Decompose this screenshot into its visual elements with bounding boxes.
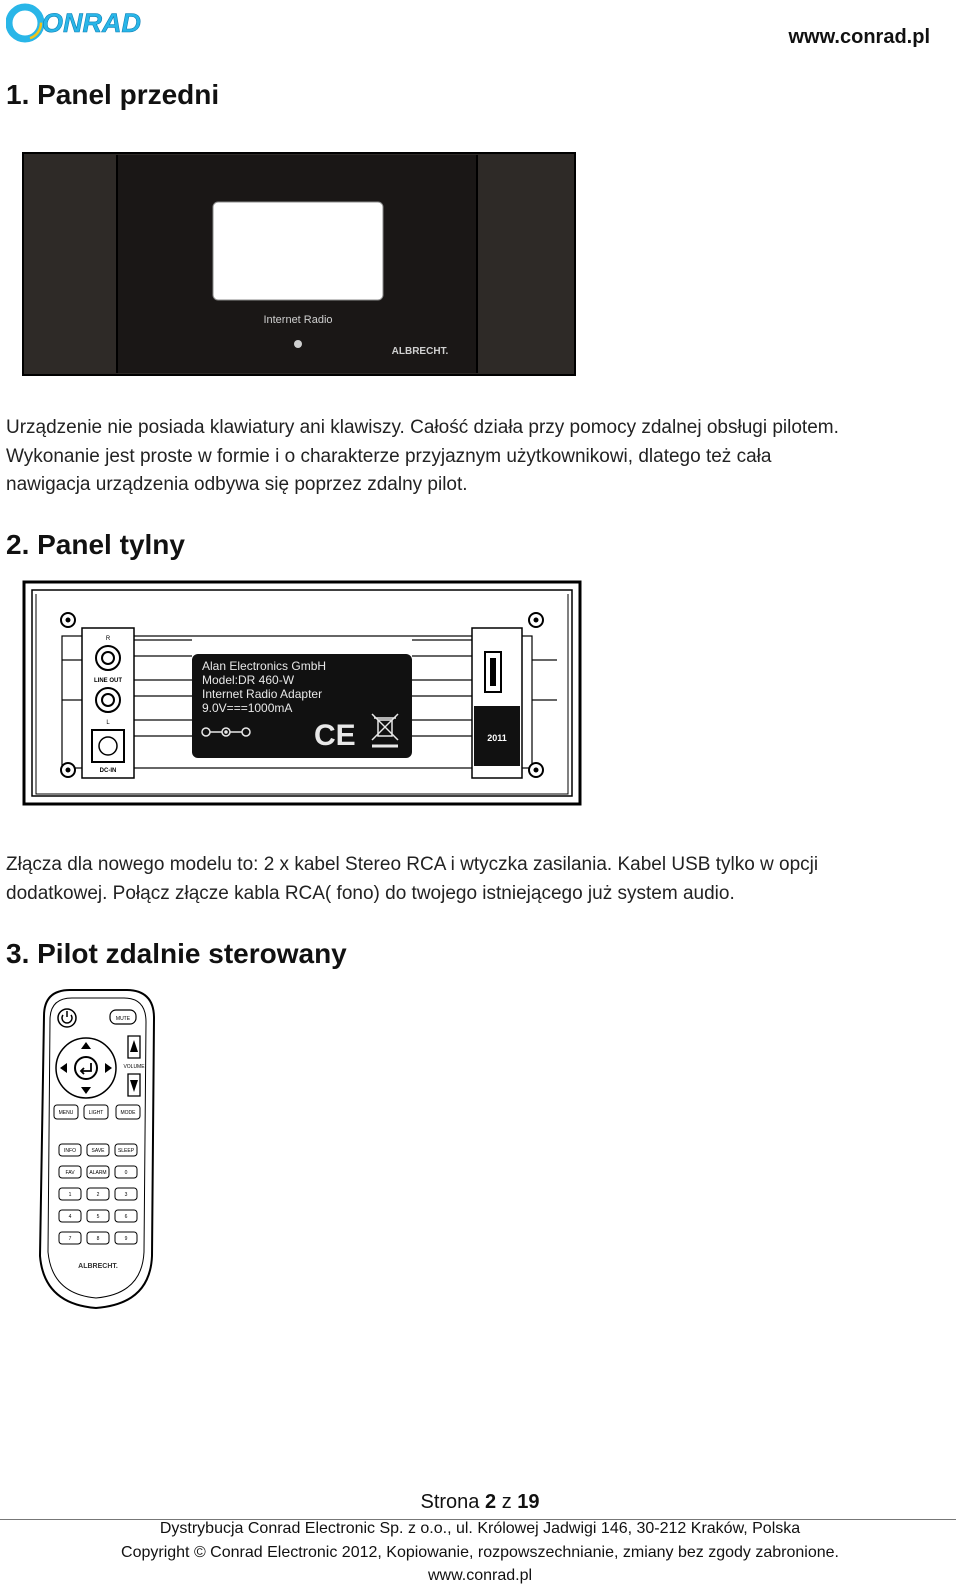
- page-separator: z: [501, 1491, 512, 1513]
- date-stamp-year: 2011: [487, 733, 507, 743]
- mute-button-label: MUTE: [115, 1016, 131, 1022]
- back-panel-description: [6, 851, 926, 908]
- rca-jack-left: [96, 688, 120, 712]
- site-url: www.conrad.pl: [788, 26, 930, 48]
- remote-button-label: 5: [96, 1214, 100, 1220]
- conrad-logo: [6, 2, 162, 44]
- page-total: 19: [517, 1491, 540, 1513]
- remote-button-label: 2: [96, 1192, 100, 1198]
- front-brand-label: ALBRECHT.: [391, 346, 449, 357]
- screen-label: Internet Radio: [263, 314, 333, 326]
- volume-label: VOLUME: [123, 1064, 145, 1070]
- remote-brand-label: ALBRECHT.: [78, 1263, 118, 1270]
- remote-button-label: 4: [68, 1214, 72, 1220]
- remote-button-label: 3: [124, 1192, 128, 1198]
- paragraph-line: Złącza dla nowego modelu to: 2 x kabel Stereo RCA i wtyczka zasilania. Kabel USB tylko w opcji: [6, 854, 819, 875]
- rca-jack-right: [96, 646, 120, 670]
- footer-url: www.conrad.pl: [427, 1567, 533, 1584]
- remote-button-label: 8: [96, 1236, 100, 1242]
- remote-button-label: LIGHT: [88, 1110, 104, 1116]
- remote-button-label: SLEEP: [117, 1148, 135, 1154]
- remote-button-label: 7: [68, 1236, 72, 1242]
- jack-label-dc-in: DC-IN: [99, 768, 117, 774]
- front-panel-illustration: [22, 152, 576, 376]
- svg-text:ONRAD: ONRAD: [42, 8, 141, 38]
- ir-sensor-icon: [294, 340, 302, 348]
- remote-button-label: 6: [124, 1214, 128, 1220]
- footer-address: Dystrybucja Conrad Electronic Sp. z o.o., ul. Królowej Jadwigi 146, 30-212 Kraków, Polska: [159, 1520, 801, 1537]
- display-screen: [213, 202, 383, 300]
- remote-button-label: 0: [124, 1170, 128, 1176]
- remote-button-label: MODE: [120, 1110, 136, 1116]
- section-heading-back-panel: 2. Panel tylny: [6, 529, 185, 560]
- rating-line: Alan Electronics GmbH: [202, 659, 327, 673]
- footer-copyright: Copyright © Conrad Electronic 2012, Kopiowanie, rozpowszechnianie, zmiany bez zgody zabronione.: [121, 1544, 839, 1561]
- jack-label-l: L: [106, 720, 110, 726]
- remote-button-label: FAV: [65, 1170, 75, 1176]
- remote-button-label: MENU: [58, 1110, 74, 1116]
- remote-button-label: INFO: [64, 1148, 76, 1154]
- paragraph-line: nawigacja urządzenia odbywa się poprzez zdalny pilot.: [6, 474, 468, 495]
- paragraph-line: Wykonanie jest proste w formie i o charakterze przyjaznym użytkownikowi, dlatego też cała: [6, 445, 772, 467]
- remote-button-label: 1: [68, 1192, 72, 1198]
- remote-button-label: 9: [124, 1236, 128, 1242]
- back-panel-illustration: [22, 580, 582, 806]
- ce-mark-icon: CE: [314, 719, 356, 752]
- rating-line: Internet Radio Adapter: [202, 687, 323, 701]
- front-panel-description: [6, 414, 926, 500]
- paragraph-line: dodatkowej. Połącz złącze kabla RCA( fono) do twojego istniejącego już system audio.: [6, 882, 735, 904]
- page-number: 2: [485, 1491, 497, 1513]
- jack-label-r: R: [105, 636, 111, 642]
- section-heading-remote: 3. Pilot zdalnie sterowany: [6, 938, 347, 969]
- paragraph-line: Urządzenie nie posiada klawiatury ani klawiszy. Całość działa przy pomocy zdalnej obsługi pilotem.: [6, 417, 839, 438]
- rating-line: Model:DR 460-W: [202, 673, 295, 687]
- page-prefix: Strona: [420, 1491, 480, 1513]
- remote-control-illustration: [30, 986, 164, 1312]
- remote-button-label: ALARM: [89, 1170, 107, 1176]
- remote-button-label: SAVE: [91, 1148, 105, 1154]
- rating-line: 9.0V===1000mA: [202, 701, 293, 715]
- page-indicator: [0, 1491, 960, 1514]
- jack-label-line-out: LINE OUT: [94, 678, 122, 684]
- section-heading-front-panel: 1. Panel przedni: [6, 79, 220, 110]
